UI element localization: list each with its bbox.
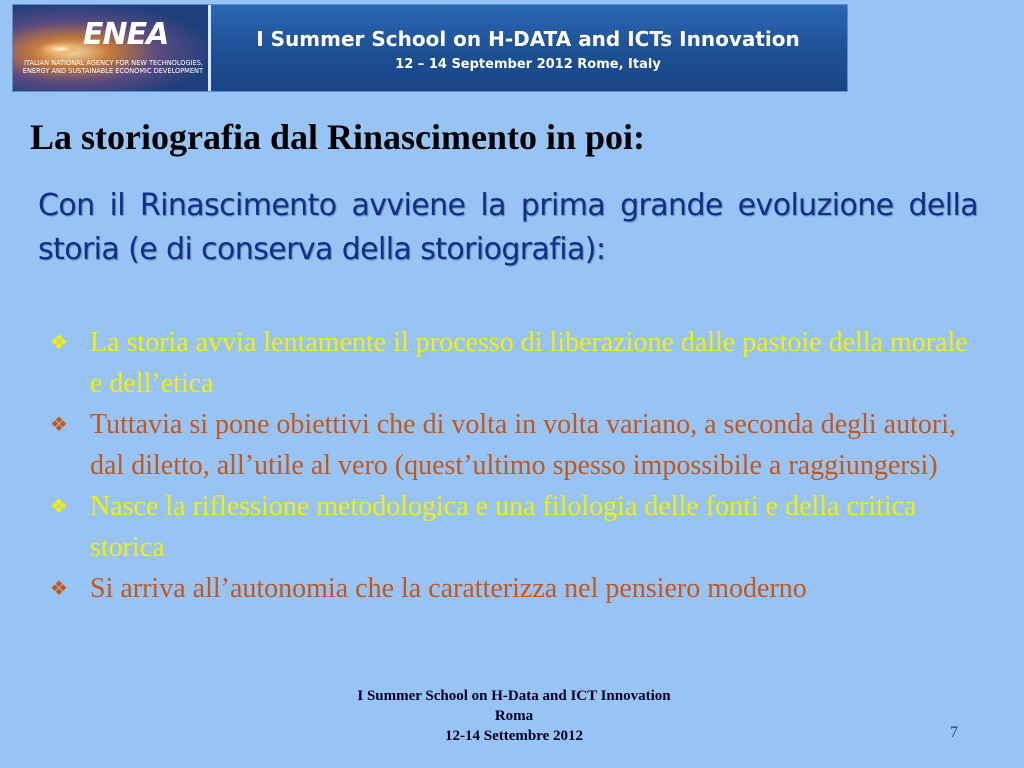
bullet-text: Tuttavia si pone obiettivi che di volta in volta variano, a seconda degli autori, dal diletto, all’utile al vero (quest’ultimo spesso impossibile a raggiungersi) (90, 409, 956, 481)
slide-title: La storiografia dal Rinascimento in poi: (30, 117, 646, 157)
bullet-text: La storia avvia lentamente il processo di liberazione dalle pastoie della morale e dell’etica (90, 327, 968, 399)
banner-subtitle: 12 – 14 September 2012 Rome, Italy (395, 57, 661, 72)
enea-logo (13, 5, 211, 91)
diamond-bullet-icon: ❖ (50, 330, 68, 354)
bullet-list (48, 322, 968, 609)
diamond-bullet-icon: ❖ (50, 412, 68, 436)
page-number: 7 (950, 724, 958, 741)
bullet-item (48, 322, 968, 404)
bullet-item (48, 486, 968, 568)
header-banner (12, 4, 848, 92)
bullet-item (48, 404, 968, 486)
logo-wordmark: ENEA (83, 17, 169, 52)
bullet-text: Si arriva all’autonomia che la caratterizza nel pensiero moderno (90, 573, 807, 604)
logo-subtitle: ITALIAN NATIONAL AGENCY FOR NEW TECHNOLOGIES, ENERGY AND SUSTAINABLE ECONOMIC DEVELOPMENT (22, 59, 203, 75)
bullet-text: Nasce la riflessione metodologica e una filologia delle fonti e della critica storica (90, 491, 917, 563)
banner-title: I Summer School on H-DATA and ICTs Innovation (256, 27, 800, 51)
logo-flare-graphic (41, 43, 81, 55)
footer-line-dates: 12-14 Settembre 2012 (444, 728, 584, 744)
diamond-bullet-icon: ❖ (50, 494, 68, 518)
footer-line-event: I Summer School on H-Data and ICT Innovation (357, 688, 671, 704)
diamond-bullet-icon: ❖ (50, 576, 68, 600)
footer-line-city: Roma (494, 708, 534, 724)
intro-paragraph: Con il Rinascimento avviene la prima grande evoluzione della storia (e di conserva della storiografia): (38, 188, 978, 267)
slide-footer (300, 686, 728, 746)
bullet-item (48, 568, 968, 609)
